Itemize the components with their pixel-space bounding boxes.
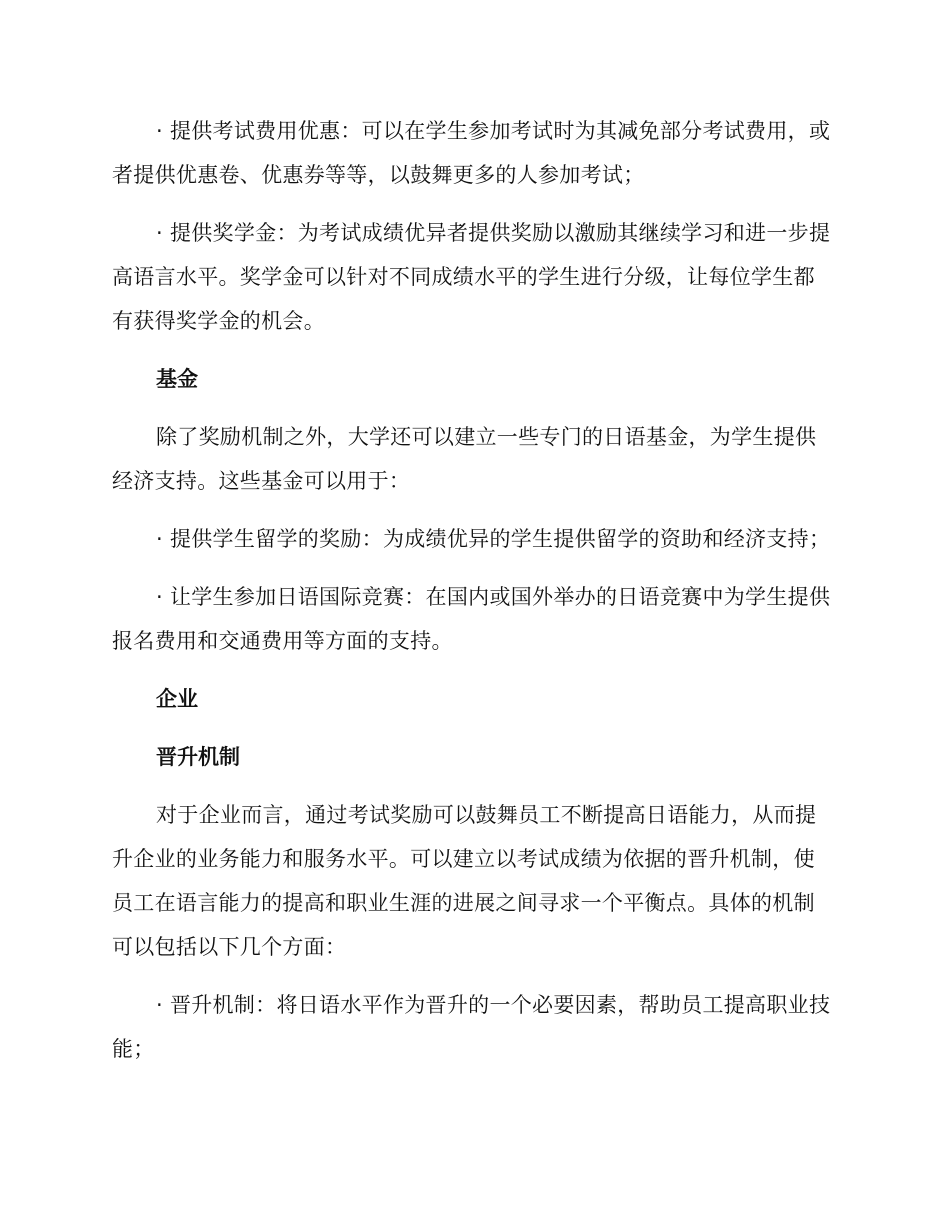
heading-enterprise: 企业 — [156, 687, 198, 711]
paragraph-scholarship: · 提供奖学金：为考试成绩优异者提供奖励以激励其继续学习和进一步提高语言水平。奖学金可以针对不同成绩水平的学生进行分级，让每位学生都有获得奖学金的机会。 — [112, 221, 831, 333]
paragraph-promotion-mechanism: · 晋升机制：将日语水平作为晋升的一个必要因素，帮助员工提高职业技能； — [112, 993, 831, 1061]
paragraph-fund-intro: 除了奖励机制之外，大学还可以建立一些专门的日语基金，为学生提供经济支持。这些基金可以用于： — [112, 425, 817, 493]
heading-promotion: 晋升机制 — [156, 745, 240, 769]
paragraph-competition: · 让学生参加日语国际竞赛：在国内或国外举办的日语竞赛中为学生提供报名费用和交通费用等方面的支持。 — [112, 585, 831, 653]
heading-fund: 基金 — [156, 367, 198, 391]
paragraph-enterprise-intro: 对于企业而言，通过考试奖励可以鼓舞员工不断提高日语能力，从而提升企业的业务能力和服务水平。可以建立以考试成绩为依据的晋升机制，使员工在语言能力的提高和职业生涯的进展之间寻求一个平衡点。具体的机制可以包括以下几个方面： — [112, 803, 817, 959]
paragraph-exam-fee-discount: · 提供考试费用优惠：可以在学生参加考试时为其减免部分考试费用，或者提供优惠卷、优惠券等等，以鼓舞更多的人参加考试； — [112, 119, 831, 187]
paragraph-study-abroad: · 提供学生留学的奖励：为成绩优异的学生提供留学的资助和经济支持； — [156, 527, 831, 551]
document-page — [112, 109, 832, 1071]
